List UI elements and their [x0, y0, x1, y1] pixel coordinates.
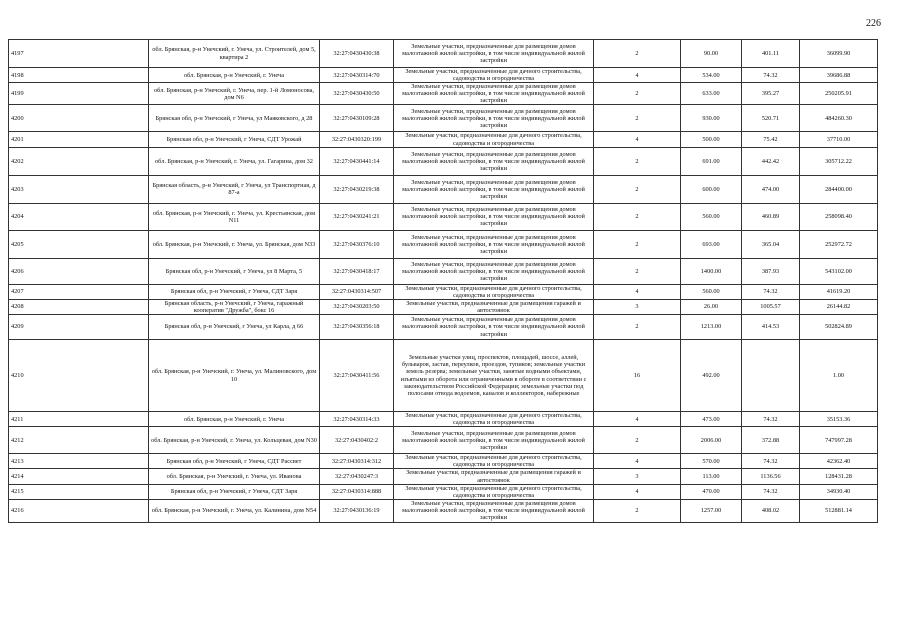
cadastral-number-cell: 32:27:0430314:70: [320, 68, 394, 83]
table-row: [9, 40, 878, 68]
area-cell: 1257.00: [681, 499, 742, 522]
use-group-cell: 2: [594, 175, 681, 203]
use-group-cell: 2: [594, 315, 681, 340]
row-number: 4211: [9, 412, 149, 427]
table-row: [9, 315, 878, 340]
use-group-cell: 2: [594, 83, 681, 105]
use-group-cell: 3: [594, 299, 681, 314]
area-cell: 560.00: [681, 203, 742, 230]
cadastral-number-cell: 32:27:0430247:3: [320, 469, 394, 484]
table-row: [9, 203, 878, 230]
cadastral-value-cell: 512881.14: [800, 499, 878, 522]
cadastral-number-cell: 32:27:0430314:312: [320, 454, 394, 469]
specific-value-cell: [742, 340, 800, 412]
address-cell: обл. Брянская, р-н Унечский, г. Унеча, ул. Гагарина, дом 32: [149, 147, 320, 175]
table-row: [9, 230, 878, 258]
land-use-cell: Земельные участки, предназначенные для размещения домов малоэтажной жилой застройки, в том числе индивидуальной жилой застройки: [394, 40, 594, 68]
cadastral-number-cell: 32:27:0430314:507: [320, 284, 394, 299]
cadastral-number-cell: 32:27:0430314:888: [320, 484, 394, 499]
row-number: 4214: [9, 469, 149, 484]
cadastral-number-cell: 32:27:0430241:21: [320, 203, 394, 230]
use-group-cell: 2: [594, 427, 681, 454]
specific-value-cell: 1136.56: [742, 469, 800, 484]
table-row: [9, 484, 878, 499]
cadastral-value-cell: 747997.28: [800, 427, 878, 454]
cadastral-number-cell: 32:27:0430203:50: [320, 299, 394, 314]
specific-value-cell: 365.04: [742, 230, 800, 258]
use-group-cell: 2: [594, 499, 681, 522]
address-cell: Брянская область, р-н Унечский, г Унеча, гаражный кооператив "Дружба", бокс 16: [149, 299, 320, 314]
cadastral-value-cell: 37710.00: [800, 132, 878, 147]
land-use-cell: Земельные участки, предназначенные для размещения домов малоэтажной жилой застройки, в том числе индивидуальной жилой застройки: [394, 258, 594, 284]
specific-value-cell: 395.27: [742, 83, 800, 105]
area-cell: 534.00: [681, 68, 742, 83]
address-cell: обл. Брянская, р-н Унечский, г. Унеча: [149, 68, 320, 83]
land-use-cell: Земельные участки, предназначенные для размещения домов малоэтажной жилой застройки, в том числе индивидуальной жилой застройки: [394, 105, 594, 132]
use-group-cell: 4: [594, 454, 681, 469]
address-cell: обл. Брянская, р-н Унечский, г. Унеча, пер. 1-й Ломоносова, дом N6: [149, 83, 320, 105]
cadastral-number-cell: 32:27:0430109:28: [320, 105, 394, 132]
cadastral-value-cell: 42362.40: [800, 454, 878, 469]
address-cell: Брянская обл, р-н Унечский, г Унеча, СДТ Заря: [149, 284, 320, 299]
cadastral-value-cell: 252972.72: [800, 230, 878, 258]
area-cell: 930.00: [681, 105, 742, 132]
cadastral-value-cell: 36099.90: [800, 40, 878, 68]
row-number: 4210: [9, 340, 149, 412]
cadastral-number-cell: 32:27:0430411:56: [320, 340, 394, 412]
area-cell: 470.00: [681, 484, 742, 499]
land-use-cell: Земельные участки, предназначенные для дачного строительства, садоводства и огородничества: [394, 284, 594, 299]
specific-value-cell: 474.00: [742, 175, 800, 203]
row-number: 4201: [9, 132, 149, 147]
table-row: [9, 427, 878, 454]
address-cell: обл. Брянская, р-н Унечский, г. Унеча, ул. Калинина, дом N54: [149, 499, 320, 522]
land-use-cell: Земельные участки, предназначенные для размещения домов малоэтажной жилой застройки, в том числе индивидуальной жилой застройки: [394, 147, 594, 175]
specific-value-cell: 74.32: [742, 412, 800, 427]
cadastral-number-cell: 32:27:0430320:199: [320, 132, 394, 147]
land-use-cell: Земельные участки, предназначенные для дачного строительства, садоводства и огородничества: [394, 68, 594, 83]
area-cell: 570.00: [681, 454, 742, 469]
cadastral-value-cell: 1.00: [800, 340, 878, 412]
use-group-cell: 2: [594, 147, 681, 175]
cadastral-number-cell: 32:27:0430356:18: [320, 315, 394, 340]
land-use-cell: Земельные участки, предназначенные для дачного строительства, садоводства и огородничества: [394, 484, 594, 499]
specific-value-cell: 74.32: [742, 68, 800, 83]
row-number: 4206: [9, 258, 149, 284]
land-use-cell: Земельные участки, предназначенные для размещения домов малоэтажной жилой застройки, в том числе индивидуальной жилой застройки: [394, 175, 594, 203]
row-number: 4203: [9, 175, 149, 203]
row-number: 4208: [9, 299, 149, 314]
address-cell: Брянская обл, р-н Унечский, г Унеча, СДТ Урожай: [149, 132, 320, 147]
specific-value-cell: 442.42: [742, 147, 800, 175]
row-number: 4198: [9, 68, 149, 83]
table-row: [9, 469, 878, 484]
cadastral-number-cell: 32:27:0430430:50: [320, 83, 394, 105]
land-use-cell: Земельные участки, предназначенные для размещения домов малоэтажной жилой застройки, в том числе индивидуальной жилой застройки: [394, 83, 594, 105]
specific-value-cell: 75.42: [742, 132, 800, 147]
address-cell: обл. Брянская, р-н Унечский, г. Унеча, ул. Кольцевая, дом N30: [149, 427, 320, 454]
cadastral-value-cell: 26144.82: [800, 299, 878, 314]
area-cell: 600.00: [681, 175, 742, 203]
specific-value-cell: 460.89: [742, 203, 800, 230]
row-number: 4200: [9, 105, 149, 132]
address-cell: Брянская область, р-н Унечский, г Унеча, ул Транспортная, д 87-а: [149, 175, 320, 203]
area-cell: 1213.00: [681, 315, 742, 340]
area-cell: 560.00: [681, 284, 742, 299]
address-cell: Брянская обл, р-н Унечский, г Унеча, ул 8 Марта, 5: [149, 258, 320, 284]
row-number: 4199: [9, 83, 149, 105]
cadastral-number-cell: 32:27:0430441:14: [320, 147, 394, 175]
cadastral-value-cell: 502824.89: [800, 315, 878, 340]
cadastral-value-cell: 41619.20: [800, 284, 878, 299]
table-row: [9, 299, 878, 314]
land-use-cell: Земельные участки, предназначенные для дачного строительства, садоводства и огородничества: [394, 454, 594, 469]
specific-value-cell: 74.32: [742, 484, 800, 499]
cadastral-value-cell: 284400.00: [800, 175, 878, 203]
specific-value-cell: 408.02: [742, 499, 800, 522]
land-use-cell: Земельные участки, предназначенные для размещения домов малоэтажной жилой застройки, в том числе индивидуальной жилой застройки: [394, 203, 594, 230]
specific-value-cell: 1005.57: [742, 299, 800, 314]
address-cell: обл. Брянская, р-н Унечский, г. Унеча, ул. Малиновского, дом 10: [149, 340, 320, 412]
cadastral-number-cell: 32:27:0430376:10: [320, 230, 394, 258]
area-cell: 26.00: [681, 299, 742, 314]
use-group-cell: 4: [594, 484, 681, 499]
cadastral-number-cell: 32:27:0430402:2: [320, 427, 394, 454]
address-cell: обл. Брянская, р-н Унечский, г. Унеча, ул. Строителей, дом 5, квартира 2: [149, 40, 320, 68]
address-cell: обл. Брянская, р-н Унечский, г. Унеча, ул. Иванова: [149, 469, 320, 484]
specific-value-cell: 372.88: [742, 427, 800, 454]
cadastral-number-cell: 32:27:0430430:38: [320, 40, 394, 68]
row-number: 4215: [9, 484, 149, 499]
cadastral-value-cell: 543102.00: [800, 258, 878, 284]
table-row: [9, 147, 878, 175]
cadastral-value-cell: 39686.88: [800, 68, 878, 83]
land-use-cell: Земельные участки, предназначенные для дачного строительства, садоводства и огородничества: [394, 412, 594, 427]
cadastral-value-cell: 258098.40: [800, 203, 878, 230]
area-cell: 1400.00: [681, 258, 742, 284]
cadastral-number-cell: 32:27:0430418:17: [320, 258, 394, 284]
table-row: [9, 105, 878, 132]
cadastral-value-cell: 34930.40: [800, 484, 878, 499]
address-cell: Брянская обл, р-н Унечский, г Унеча, ул Маяковского, д 28: [149, 105, 320, 132]
use-group-cell: 4: [594, 284, 681, 299]
table-row: [9, 175, 878, 203]
cadastral-value-cell: 35153.36: [800, 412, 878, 427]
table-row: [9, 68, 878, 83]
address-cell: обл. Брянская, р-н Унечский, г. Унеча, ул. Крестьянская, дом N11: [149, 203, 320, 230]
use-group-cell: 2: [594, 258, 681, 284]
area-cell: 691.00: [681, 147, 742, 175]
area-cell: 2006.00: [681, 427, 742, 454]
area-cell: 500.00: [681, 132, 742, 147]
use-group-cell: 16: [594, 340, 681, 412]
specific-value-cell: 401.11: [742, 40, 800, 68]
table-row: [9, 258, 878, 284]
cadastral-value-cell: 484260.30: [800, 105, 878, 132]
cadastral-value-cell: 305712.22: [800, 147, 878, 175]
land-use-cell: Земельные участки, предназначенные для размещения домов малоэтажной жилой застройки, в том числе индивидуальной жилой застройки: [394, 230, 594, 258]
area-cell: 492.00: [681, 340, 742, 412]
land-use-cell: Земельные участки улиц, проспектов, площадей, шоссе, аллей, бульваров, застав, переулков, проездов, тупиков; земельные участки земель резерва; земельные участки, занятые водными объектами, изъятыми из оборота или ограниченными в обороте в соответствии с законодательством Российской Федерации; земельные участки под полосами отвода водоемов, каналов и коллекторов, набережные: [394, 340, 594, 412]
use-group-cell: 4: [594, 68, 681, 83]
row-number: 4202: [9, 147, 149, 175]
specific-value-cell: 414.53: [742, 315, 800, 340]
address-cell: обл. Брянская, р-н Унечский, г. Унеча, ул. Брянская, дом N33: [149, 230, 320, 258]
land-use-cell: Земельные участки, предназначенные для размещения гаражей и автостоянок: [394, 299, 594, 314]
land-use-cell: Земельные участки, предназначенные для размещения гаражей и автостоянок: [394, 469, 594, 484]
row-number: 4216: [9, 499, 149, 522]
page-number: 226: [866, 18, 881, 29]
cadastral-value-cell: 250205.91: [800, 83, 878, 105]
table-row: [9, 132, 878, 147]
land-use-cell: Земельные участки, предназначенные для размещения домов малоэтажной жилой застройки, в том числе индивидуальной жилой застройки: [394, 315, 594, 340]
specific-value-cell: 387.93: [742, 258, 800, 284]
table-row: [9, 454, 878, 469]
row-number: 4204: [9, 203, 149, 230]
use-group-cell: 2: [594, 40, 681, 68]
row-number: 4212: [9, 427, 149, 454]
row-number: 4207: [9, 284, 149, 299]
table-row: [9, 499, 878, 522]
cadastral-value-table: [8, 39, 878, 523]
address-cell: Брянская обл, р-н Унечский, г Унеча, СДТ Заря: [149, 484, 320, 499]
cadastral-value-cell: 128431.28: [800, 469, 878, 484]
row-number: 4209: [9, 315, 149, 340]
area-cell: 113.00: [681, 469, 742, 484]
area-cell: 473.00: [681, 412, 742, 427]
use-group-cell: 2: [594, 105, 681, 132]
specific-value-cell: 74.32: [742, 454, 800, 469]
use-group-cell: 2: [594, 203, 681, 230]
cadastral-number-cell: 32:27:0430136:19: [320, 499, 394, 522]
use-group-cell: 4: [594, 412, 681, 427]
address-cell: Брянская обл, р-н Унечский, г Унеча, ул Карла, д 66: [149, 315, 320, 340]
address-cell: Брянская обл, р-н Унечский, г Унеча, СДТ Рассвет: [149, 454, 320, 469]
specific-value-cell: 74.32: [742, 284, 800, 299]
row-number: 4213: [9, 454, 149, 469]
table-row: [9, 83, 878, 105]
use-group-cell: 2: [594, 230, 681, 258]
land-use-cell: Земельные участки, предназначенные для размещения домов малоэтажной жилой застройки, в том числе индивидуальной жилой застройки: [394, 499, 594, 522]
row-number: 4197: [9, 40, 149, 68]
cadastral-number-cell: 32:27:0430219:38: [320, 175, 394, 203]
table-row: [9, 340, 878, 412]
specific-value-cell: 520.71: [742, 105, 800, 132]
address-cell: обл. Брянская, р-н Унечский, г. Унеча: [149, 412, 320, 427]
land-use-cell: Земельные участки, предназначенные для размещения домов малоэтажной жилой застройки, в том числе индивидуальной жилой застройки: [394, 427, 594, 454]
cadastral-number-cell: 32:27:0430314:33: [320, 412, 394, 427]
table-row: [9, 284, 878, 299]
use-group-cell: 4: [594, 132, 681, 147]
row-number: 4205: [9, 230, 149, 258]
table-row: [9, 412, 878, 427]
use-group-cell: 3: [594, 469, 681, 484]
land-use-cell: Земельные участки, предназначенные для дачного строительства, садоводства и огородничества: [394, 132, 594, 147]
area-cell: 90.00: [681, 40, 742, 68]
area-cell: 633.00: [681, 83, 742, 105]
area-cell: 693.00: [681, 230, 742, 258]
